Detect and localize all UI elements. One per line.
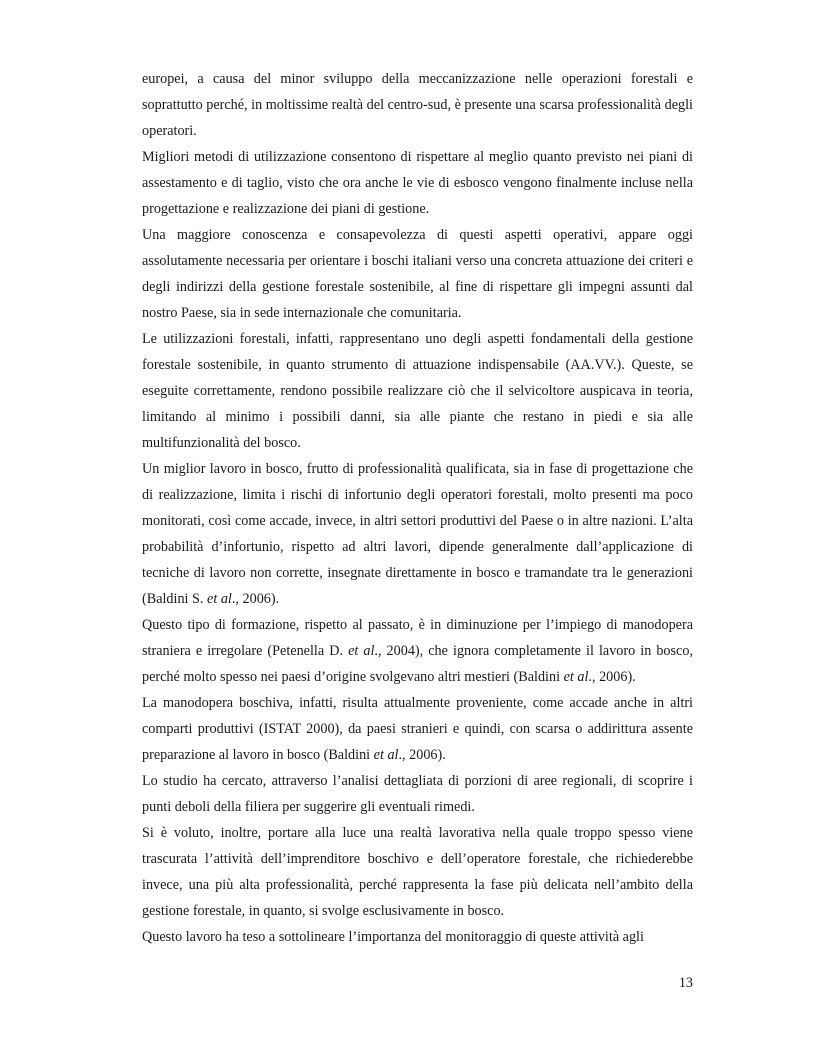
- page-number: 13: [678, 975, 693, 991]
- page-body: [142, 66, 693, 950]
- paragraph: Questo tipo di formazione, rispetto al passato, è in diminuzione per l’impiego di manodopera straniera e irregolare (Petenella D. et al., 2004), che ignora completamente il lavoro in bosco, perché molto spesso nei paesi d’origine svolgevano altri mestieri (Baldini et al., 2006).: [142, 617, 693, 685]
- paragraph: La manodopera boschiva, infatti, risulta attualmente proveniente, come accade anche in altri comparti produttivi (ISTAT 2000), da paesi stranieri e quindi, con scarsa o addirittura assente preparazione al lavoro in bosco (Baldini et al., 2006).: [142, 695, 693, 763]
- paragraph: Le utilizzazioni forestali, infatti, rappresentano uno degli aspetti fondamentali della gestione forestale sostenibile, in quanto strumento di attuazione indispensabile (AA.VV.). Queste, se eseguite correttamente, rendono possibile realizzare ciò che il selvicoltore auspicava in teoria, limitando al minimo i possibili danni, sia alle piante che restano in piedi e sia alle multifunzionalità del bosco.: [142, 331, 693, 451]
- paragraph: europei, a causa del minor sviluppo della meccanizzazione nelle operazioni forestali e soprattutto perché, in moltissime realtà del centro-sud, è presente una scarsa professionalità degli operatori.: [142, 71, 693, 139]
- paragraph: Una maggiore conoscenza e consapevolezza di questi aspetti operativi, appare oggi assolutamente necessaria per orientare i boschi italiani verso una concreta attuazione dei criteri e degli indirizzi della gestione forestale sostenibile, al fine di rispettare gli impegni assunti dal nostro Paese, sia in sede internazionale che comunitaria.: [142, 227, 693, 321]
- paragraph: Lo studio ha cercato, attraverso l’analisi dettagliata di porzioni di aree regionali, di scoprire i punti deboli della filiera per suggerire gli eventuali rimedi.: [142, 773, 693, 815]
- paragraph: Si è voluto, inoltre, portare alla luce una realtà lavorativa nella quale troppo spesso viene trascurata l’attività dell’imprenditore boschivo e dell’operatore forestale, che richiederebbe invece, una più alta professionalità, perché rappresenta la fase più delicata nell’ambito della gestione forestale, in quanto, si svolge esclusivamente in bosco.: [142, 825, 693, 919]
- paragraph: Un miglior lavoro in bosco, frutto di professionalità qualificata, sia in fase di progettazione che di realizzazione, limita i rischi di infortunio degli operatori forestali, molto presenti ma poco monitorati, così come accade, invece, in altri settori produttivi del Paese o in altre nazioni. L’alta probabilità d’infortunio, rispetto ad altri lavori, dipende generalmente dall’applicazione di tecniche di lavoro non corrette, insegnate direttamente in bosco e tramandate tra le generazioni (Baldini S. et al., 2006).: [142, 461, 693, 607]
- paragraph: Questo lavoro ha teso a sottolineare l’importanza del monitoraggio di queste attività agli: [142, 929, 644, 945]
- paragraph: Migliori metodi di utilizzazione consentono di rispettare al meglio quanto previsto nei piani di assestamento e di taglio, visto che ora anche le vie di esbosco vengono finalmente incluse nella progettazione e realizzazione dei piani di gestione.: [142, 149, 693, 217]
